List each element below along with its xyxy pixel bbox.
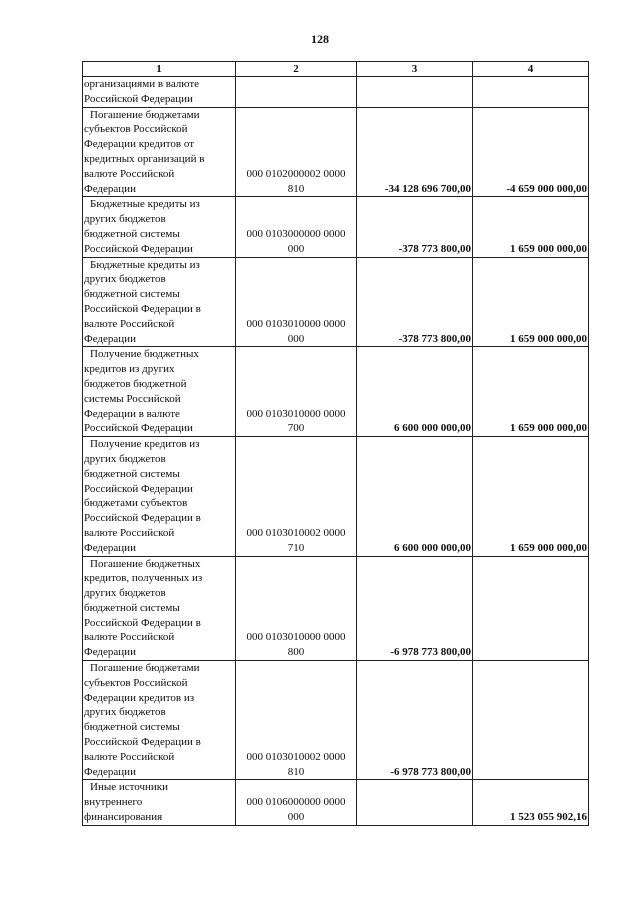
table-row (83, 197, 589, 257)
row-code-cell (236, 77, 357, 108)
budget-sources-table (82, 61, 589, 826)
row-name-line: организациями в валюте (84, 78, 200, 90)
row-name-cell (83, 257, 236, 347)
row-name-line: других бюджетов (84, 273, 166, 286)
row-name-line: Российской Федерации (84, 482, 193, 495)
row-name-line: Погашение бюджетных (90, 557, 201, 570)
row-name-line: бюджетной системы (84, 721, 180, 734)
row-name-cell (83, 661, 236, 780)
row-value-col3: -6 978 773 800,00 (357, 661, 473, 780)
row-name-cell (83, 780, 236, 825)
row-code-cell (236, 197, 357, 257)
row-name-line: Погашение бюджетами (90, 108, 200, 121)
row-name-line: бюджетной системы (84, 601, 180, 614)
row-name-line: финансирования (84, 811, 163, 824)
row-code-line: 810 (287, 765, 305, 778)
row-name-line: Иные источники (90, 781, 169, 794)
row-code-line: 000 (287, 242, 305, 255)
row-code-line: 810 (287, 182, 305, 195)
row-value-col4: -4 659 000 000,00 (473, 107, 589, 197)
table-header-row (83, 62, 589, 77)
row-code-line: 800 (287, 646, 305, 659)
row-name-cell (83, 437, 236, 556)
row-name-line: кредитов из других (84, 363, 175, 376)
row-code-line: 000 0103010000 0000 (246, 317, 346, 330)
table-row (83, 437, 589, 556)
row-name-line: Федерации (84, 332, 136, 345)
row-name-line: валюте Российской (84, 317, 175, 330)
row-code-line: 000 0103010002 0000 (246, 526, 346, 539)
row-name-line: Федерации (84, 541, 136, 554)
row-name-line: бюджетов бюджетной (84, 377, 187, 390)
row-name-line: Российской Федерации (84, 92, 193, 105)
row-name-line: бюджетной системы (84, 288, 180, 301)
row-value-col4 (473, 556, 589, 661)
row-code-cell (236, 661, 357, 780)
row-name-line: Погашение бюджетами (90, 662, 200, 675)
row-name-line: Российской Федерации (84, 422, 193, 435)
row-name-line: валюте Российской (84, 631, 175, 644)
row-value-col3: -378 773 800,00 (357, 197, 473, 257)
row-name-line: валюте Российской (84, 526, 175, 539)
row-code-cell (236, 556, 357, 661)
row-value-col4: 1 523 055 902,16 (473, 780, 589, 825)
table-row (83, 107, 589, 197)
row-code-line: 000 (287, 332, 305, 345)
row-name-line: Российской Федерации в (84, 616, 201, 629)
page-number: 128 (311, 32, 329, 46)
row-name-line: других бюджетов (84, 213, 166, 226)
row-name-line: субъектов Российской (84, 123, 188, 136)
row-code-cell (236, 780, 357, 825)
row-value-col3: -378 773 800,00 (357, 257, 473, 347)
column-header-1: 1 (83, 62, 236, 77)
row-name-line: кредитов, полученных из (84, 572, 203, 585)
row-name-line: Бюджетные кредиты из (90, 198, 200, 211)
row-name-line: бюджетами субъектов (84, 497, 188, 510)
row-name-line: внутреннего (84, 796, 143, 809)
row-name-line: Федерации (84, 182, 136, 195)
row-value-col4 (473, 77, 589, 108)
row-value-col3 (357, 77, 473, 108)
row-code-cell (236, 257, 357, 347)
row-name-line: бюджетной системы (84, 467, 180, 480)
row-name-line: Российской Федерации (84, 242, 193, 255)
row-value-col3: -6 978 773 800,00 (357, 556, 473, 661)
row-code-cell (236, 107, 357, 197)
row-name-line: Федерации (84, 646, 136, 659)
row-value-col4: 1 659 000 000,00 (473, 197, 589, 257)
row-name-line: других бюджетов (84, 587, 166, 600)
row-name-line: Получение бюджетных (90, 348, 199, 361)
row-name-line: других бюджетов (84, 706, 166, 719)
row-name-line: Федерации кредитов от (84, 138, 195, 151)
row-value-col4: 1 659 000 000,00 (473, 257, 589, 347)
row-code-line: 000 0103010002 0000 (246, 750, 346, 763)
row-name-line: других бюджетов (84, 452, 166, 465)
row-name-line: Российской Федерации в (84, 512, 201, 525)
row-value-col3 (357, 780, 473, 825)
table-row (83, 347, 589, 437)
row-name-line: Российской Федерации в (84, 736, 201, 749)
row-name-cell (83, 107, 236, 197)
row-name-line: Российской Федерации в (84, 302, 201, 315)
row-code-cell (236, 437, 357, 556)
row-name-cell (83, 556, 236, 661)
row-name-line: бюджетной системы (84, 227, 180, 240)
row-value-col4: 1 659 000 000,00 (473, 347, 589, 437)
row-code-line: 000 0103010000 0000 (246, 407, 346, 420)
row-code-line: 000 0103010000 0000 (246, 631, 346, 644)
row-name-line: кредитных организаций в (84, 152, 205, 165)
row-code-line: 710 (287, 541, 305, 554)
row-value-col3: -34 128 696 700,00 (357, 107, 473, 197)
row-name-line: субъектов Российской (84, 676, 188, 689)
table-row (83, 780, 589, 825)
table-row (83, 257, 589, 347)
row-name-line: Получение кредитов из (90, 438, 200, 451)
row-name-line: Федерации в валюте (84, 407, 180, 420)
row-name-line: валюте Российской (84, 167, 175, 180)
row-name-line: Федерации кредитов из (84, 691, 195, 704)
row-name-line: Бюджетные кредиты из (90, 258, 200, 271)
table-row (83, 556, 589, 661)
table-row (83, 661, 589, 780)
column-header-4: 4 (473, 62, 589, 77)
row-name-line: валюте Российской (84, 750, 175, 763)
row-name-line: Федерации (84, 765, 136, 778)
row-name-cell (83, 77, 236, 108)
column-header-3: 3 (357, 62, 473, 77)
column-header-2: 2 (236, 62, 357, 77)
row-code-line: 000 0102000002 0000 (246, 167, 346, 180)
row-name-cell (83, 347, 236, 437)
row-code-cell (236, 347, 357, 437)
row-name-cell (83, 197, 236, 257)
row-value-col4: 1 659 000 000,00 (473, 437, 589, 556)
row-code-line: 700 (287, 422, 305, 435)
table-row (83, 77, 589, 108)
row-code-line: 000 0106000000 0000 (246, 796, 346, 809)
row-code-line: 000 (287, 811, 305, 824)
row-value-col4 (473, 661, 589, 780)
row-value-col3: 6 600 000 000,00 (357, 347, 473, 437)
row-value-col3: 6 600 000 000,00 (357, 437, 473, 556)
row-name-line: системы Российской (84, 392, 181, 405)
table-body (83, 77, 589, 826)
row-code-line: 000 0103000000 0000 (246, 227, 346, 240)
